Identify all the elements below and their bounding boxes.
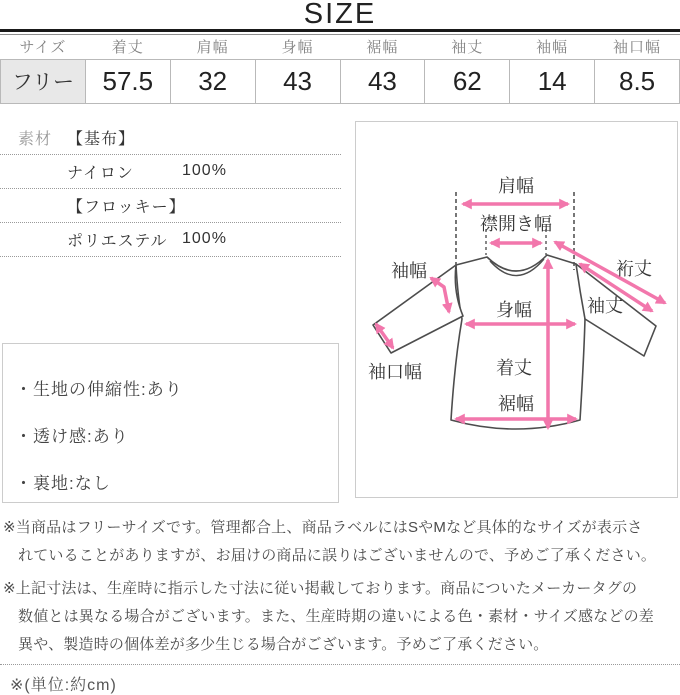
unit-note: ※(単位:約cm) <box>10 676 117 694</box>
footnote-line: 数値とは異なる場合がございます。また、生産時期の違いによる色・素材・サイズ感などの差 <box>18 607 655 625</box>
shoulder-width-label: 肩幅 <box>498 175 534 196</box>
footnote-measurements <box>3 575 678 659</box>
value-body-width: 43 <box>255 59 340 103</box>
material-fiber-name: ナイロン <box>67 164 134 182</box>
material-group-name: 【基布】 <box>67 130 136 148</box>
material-fiber-name: ポリエステル <box>67 232 168 250</box>
collar-opening-label: 襟開き幅 <box>480 213 552 234</box>
body-length-label: 着丈 <box>496 357 532 378</box>
value-sleeve-width: 14 <box>510 59 595 103</box>
material-row <box>0 121 341 155</box>
value-hem-width: 43 <box>340 59 425 103</box>
page-title: SIZE <box>303 0 377 30</box>
value-sleeve-length: 62 <box>425 59 510 103</box>
footnote-line: 異や、製造時の個体差が多少生じる場合がございます。予めご了承ください。 <box>18 635 549 653</box>
material-row <box>0 189 341 223</box>
footnote-line: ※上記寸法は、生産時に指示した寸法に従い掲載しております。商品についたメーカータグの <box>3 579 638 597</box>
main-area <box>0 121 680 503</box>
footnote-free-size <box>3 514 678 570</box>
fabric-properties-box <box>2 343 339 503</box>
sleeve-length-label: 袖丈 <box>587 295 623 316</box>
material-group-name: 【フロッキー】 <box>67 198 186 216</box>
fabric-stretch-note: ・生地の伸縮性:あり <box>15 379 183 399</box>
value-cuff-width: 8.5 <box>595 59 680 103</box>
material-row <box>0 223 341 257</box>
col-header-hem-width: 裾幅 <box>366 39 399 57</box>
col-header-length: 着丈 <box>111 39 144 57</box>
size-table-value-row <box>1 59 680 103</box>
cuff-width-label: 袖口幅 <box>368 361 422 382</box>
footnotes <box>0 514 680 659</box>
measurement-diagram <box>355 121 678 498</box>
size-row-label: フリー <box>1 59 86 103</box>
material-row <box>0 155 341 189</box>
material-section-label: 素材 <box>18 130 53 148</box>
hem-width-label: 裾幅 <box>498 393 534 414</box>
col-header-sleeve-width: 袖幅 <box>536 39 569 57</box>
size-table-header-row <box>1 35 680 59</box>
yuki-length-label: 裄丈 <box>616 258 652 279</box>
fabric-sheerness-note: ・透け感:あり <box>15 426 129 446</box>
fabric-lining-note: ・裏地:なし <box>15 473 111 493</box>
footnote-line: れていることがありますが、お届けの商品に誤りはございませんので、予めご了承ください。 <box>18 546 657 564</box>
material-fiber-percent: 100% <box>182 162 227 179</box>
left-column <box>0 121 341 503</box>
size-table <box>0 35 680 104</box>
col-header-shoulder: 肩幅 <box>196 39 229 57</box>
footnote-line: ※当商品はフリーサイズです。管理都合上、商品ラベルにはSやMなど具体的なサイズが表示さ <box>3 518 643 536</box>
col-header-body-width: 身幅 <box>281 39 314 57</box>
sleeve-width-label: 袖幅 <box>391 260 427 281</box>
col-header-cuff-width: 袖口幅 <box>613 39 662 57</box>
col-header-size: サイズ <box>19 39 67 57</box>
value-shoulder: 32 <box>170 59 255 103</box>
material-fiber-percent: 100% <box>182 230 227 247</box>
body-width-label: 身幅 <box>496 299 532 320</box>
col-header-sleeve-length: 袖丈 <box>451 39 484 57</box>
garment-diagram-svg <box>356 122 677 497</box>
value-length: 57.5 <box>85 59 170 103</box>
